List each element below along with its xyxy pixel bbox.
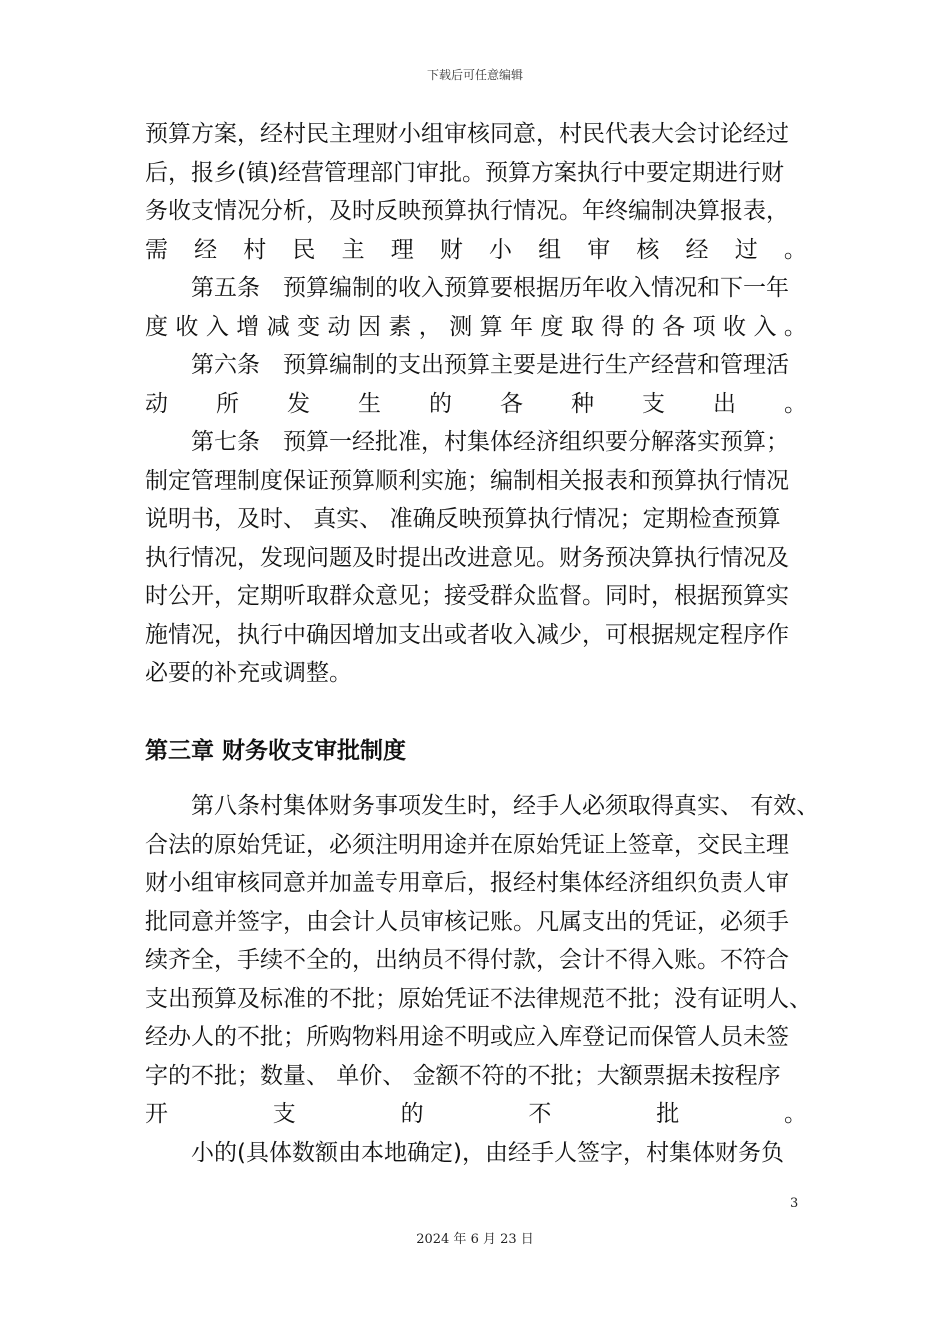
text-char: 测 (449, 313, 473, 340)
text-char: 素 (388, 313, 412, 340)
text-char: 民 (292, 236, 316, 263)
text-line-justified (145, 231, 807, 270)
text-char: 经 (685, 236, 709, 263)
section-budget-text (145, 115, 807, 693)
text-line-justified (145, 1095, 807, 1134)
text-char: 算 (479, 313, 503, 340)
text-char: 主 (341, 236, 365, 263)
article-8-line: 第八条村集体财务事项发生时，经手人必须取得真实、 有效、 (191, 793, 820, 819)
text-char: 。 (784, 390, 807, 417)
text-line: 合法的原始凭证，必须注明用途并在原始凭证上签章，交民主理 (145, 831, 789, 858)
text-line: 小的(具体数额由本地确定)，由经手人签字，村集体财务负 (191, 1139, 784, 1166)
text-char: 村 (243, 236, 267, 263)
text-line: 支出预算及标准的不批；原始凭证不法律规范不批；没有证明人、 (145, 985, 812, 1012)
text-char: 收 (723, 313, 747, 340)
text-char: 组 (538, 236, 562, 263)
section-approval-text (145, 787, 820, 1172)
text-line: 续齐全，手续不全的，出纳员不得付款，会计不得入账。不符合 (145, 947, 789, 973)
text-char: 入 (753, 313, 777, 340)
text-line: 批同意并签字，由会计人员审核记账。凡属支出的凭证，必须手 (145, 908, 789, 935)
footer-date: 2024 年 6 月 23 日 (416, 1232, 534, 1247)
text-line-justified (145, 385, 807, 424)
text-char: 取 (570, 313, 594, 340)
text-line-justified (145, 308, 807, 347)
text-char: 小 (488, 236, 512, 263)
text-line: 后，报乡(镇)经营管理部门审批。预算方案执行中要定期进行财 (145, 159, 784, 186)
chapter-3-heading: 第三章 财务收支审批制度 (145, 738, 407, 764)
text-char: 得 (601, 313, 625, 340)
text-line: 时公开，定期听取群众意见；接受群众监督。同时，根据预算实 (145, 583, 789, 609)
text-char: 发 (287, 390, 310, 417)
text-char: 审 (587, 236, 611, 263)
text-char: 因 (357, 313, 381, 340)
text-char: 年 (510, 313, 534, 340)
text-char: ， (418, 313, 442, 340)
text-line: 经办人的不批；所购物料用途不明或应入库登记而保管人员未签 (145, 1024, 789, 1050)
text-char: 各 (500, 390, 523, 417)
text-char: 减 (266, 313, 290, 340)
text-char: 入 (205, 313, 229, 340)
article-5-line: 第五条 预算编制的收入预算要根据历年收入情况和下一年 (191, 275, 789, 301)
text-char: 理 (390, 236, 414, 263)
text-char: 开 (145, 1101, 168, 1127)
text-char: 。 (783, 313, 807, 340)
text-char: 各 (662, 313, 686, 340)
text-char: 的 (631, 313, 655, 340)
text-char: 需 (145, 236, 168, 263)
text-char: 支 (642, 390, 665, 417)
text-char: 动 (327, 313, 351, 340)
text-char: 所 (216, 390, 239, 417)
text-line: 执行情况，发现问题及时提出改进意见。财务预决算执行情况及 (145, 544, 789, 571)
text-char: 生 (358, 390, 381, 417)
text-char: 度 (145, 313, 168, 340)
text-line: 施情况，执行中确因增加支出或者收入减少，可根据规定程序作 (145, 621, 789, 648)
text-line: 预算方案，经村民主理财小组审核同意，村民代表大会讨论经过 (145, 121, 789, 147)
text-char: 经 (194, 236, 218, 263)
text-char: 财 (439, 236, 463, 263)
text-char: 出 (713, 390, 736, 417)
text-char: 收 (175, 313, 199, 340)
text-char: 增 (236, 313, 260, 340)
text-char: 核 (636, 236, 660, 263)
text-char: 的 (400, 1101, 424, 1127)
page-header: 下载后可任意编辑 (426, 68, 523, 82)
text-char: 过 (734, 236, 758, 263)
article-6-line: 第六条 预算编制的支出预算主要是进行生产经营和管理活 (191, 352, 789, 378)
text-char: 度 (540, 313, 564, 340)
text-char: 种 (571, 390, 594, 417)
text-char: 变 (297, 313, 321, 340)
text-char: 。 (783, 1101, 807, 1127)
page-number: 3 (790, 1196, 799, 1211)
text-line: 说明书，及时、 真实、 准确反映预算执行情况；定期检查预算 (145, 506, 781, 532)
text-char: 项 (692, 313, 716, 340)
text-char: 批 (656, 1101, 680, 1127)
text-char: 不 (528, 1101, 552, 1127)
text-char: 动 (145, 390, 168, 417)
text-char: 支 (272, 1101, 296, 1127)
text-char: 。 (783, 236, 807, 263)
text-line: 制定管理制度保证预算顺利实施；编制相关报表和预算执行情况 (145, 467, 789, 494)
article-7-line: 第七条 预算一经批准，村集体经济组织要分解落实预算； (191, 429, 789, 455)
text-line: 财小组审核同意并加盖专用章后，报经村集体经济组织负责人审 (145, 870, 789, 896)
text-char: 的 (429, 390, 452, 417)
text-line: 字的不批；数量、 单价、 金额不符的不批；大额票据未按程序 (145, 1062, 781, 1089)
text-line: 务收支情况分析，及时反映预算执行情况。年终编制决算报表， (145, 198, 789, 224)
text-line: 必要的补充或调整。 (145, 660, 352, 686)
